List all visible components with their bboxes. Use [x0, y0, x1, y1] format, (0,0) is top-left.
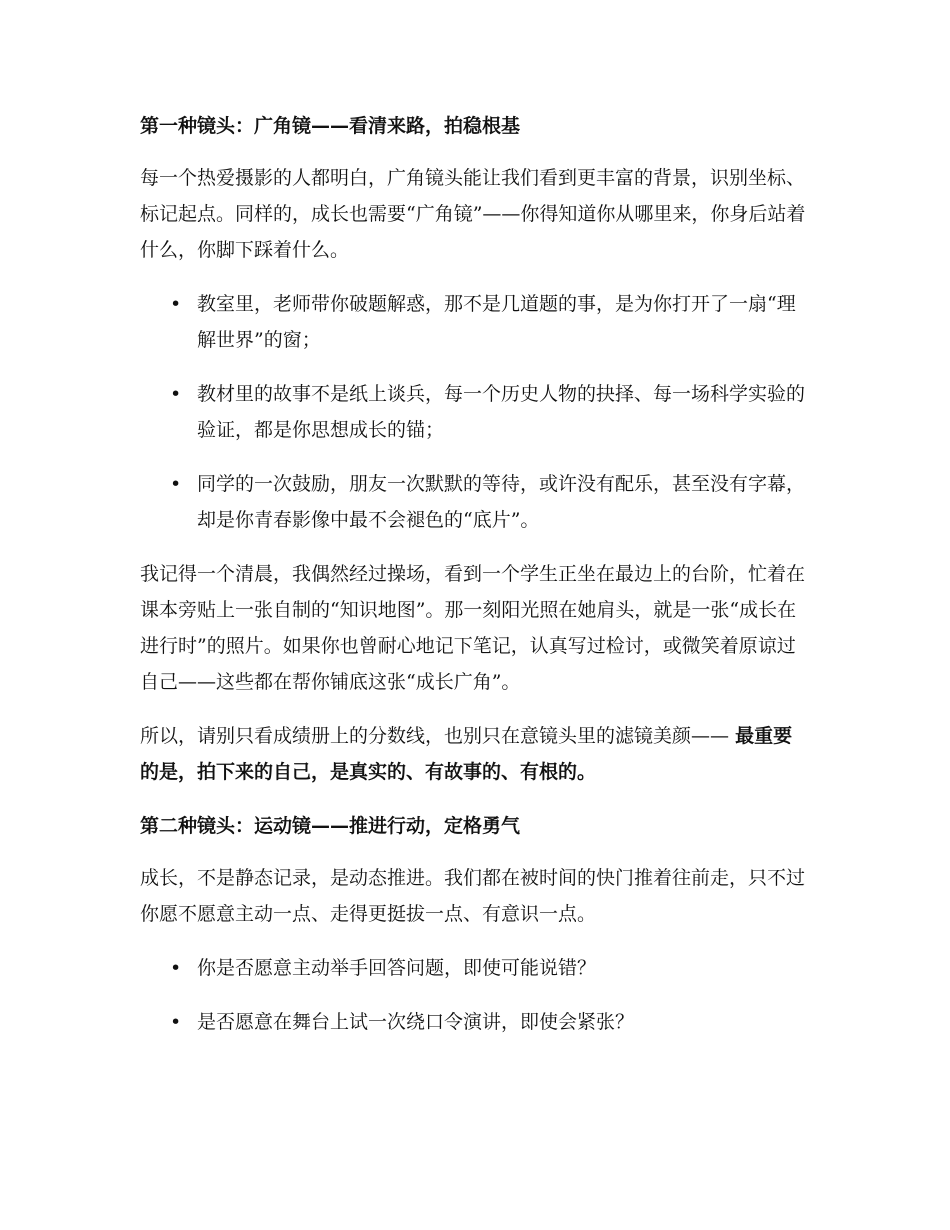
bullet-text: 教室里，老师带你破题解惑，那不是几道题的事，是为你打开了一扇“理解世界”的窗； — [197, 293, 796, 351]
section-2-intro: 成长，不是静态记录，是动态推进。我们都在被时间的快门推着往前走，只不过你愿不愿意主动一点、走得更挺拔一点、有意识一点。 — [140, 867, 806, 925]
bullet-item — [140, 950, 810, 986]
bullet-item — [140, 286, 810, 358]
section-1-story: 我记得一个清晨，我偶然经过操场，看到一个学生正坐在最边上的台阶，忙着在课本旁贴上一张自制的“知识地图”。那一刻阳光照在她肩头，就是一张“成长在进行时”的照片。如果你也曾耐心地记下笔记，认真写过检讨，或微笑着原谅过自己——这些都在帮你铺底这张“成长广角”。 — [140, 563, 806, 693]
bullet-icon: • — [170, 383, 182, 405]
bullet-icon: • — [170, 473, 182, 495]
section-2-bullet-list — [140, 950, 810, 1040]
section-1-closing — [140, 718, 810, 790]
closing-plain-text: 所以，请别只看成绩册上的分数线，也别只在意镜头里的滤镜美颜—— — [140, 725, 730, 747]
document-page — [140, 108, 810, 1058]
section-1-intro: 每一个热爱摄影的人都明白，广角镜头能让我们看到更丰富的背景，识别坐标、标记起点。同样的，成长也需要“广角镜”——你得知道你从哪里来，你身后站着什么，你脚下踩着什么。 — [140, 167, 806, 261]
bullet-text: 是否愿意在舞台上试一次绕口令演讲，即使会紧张？ — [197, 1011, 635, 1033]
section-1-heading: 第一种镜头：广角镜——看清来路，拍稳根基 — [140, 115, 521, 137]
bullet-icon: • — [170, 293, 182, 315]
section-1-bullet-list — [140, 286, 810, 538]
bullet-item — [140, 376, 810, 448]
bullet-item — [140, 1004, 810, 1040]
bullet-item — [140, 466, 810, 538]
bullet-text: 同学的一次鼓励，朋友一次默默的等待，或许没有配乐，甚至没有字幕，却是你青春影像中最不会褪色的“底片”。 — [197, 473, 806, 531]
bullet-text: 你是否愿意主动举手回答问题，即使可能说错？ — [197, 957, 597, 979]
bullet-icon: • — [170, 1011, 182, 1033]
bullet-text: 教材里的故事不是纸上谈兵，每一个历史人物的抉择、每一场科学实验的验证，都是你思想成长的锚； — [197, 383, 806, 441]
closing-bold-text: 最重要的是，拍下来的自己，是真实的、有故事的、有根的。 — [140, 725, 793, 783]
bullet-icon: • — [170, 957, 182, 979]
section-2-heading: 第二种镜头：运动镜——推进行动，定格勇气 — [140, 815, 521, 837]
